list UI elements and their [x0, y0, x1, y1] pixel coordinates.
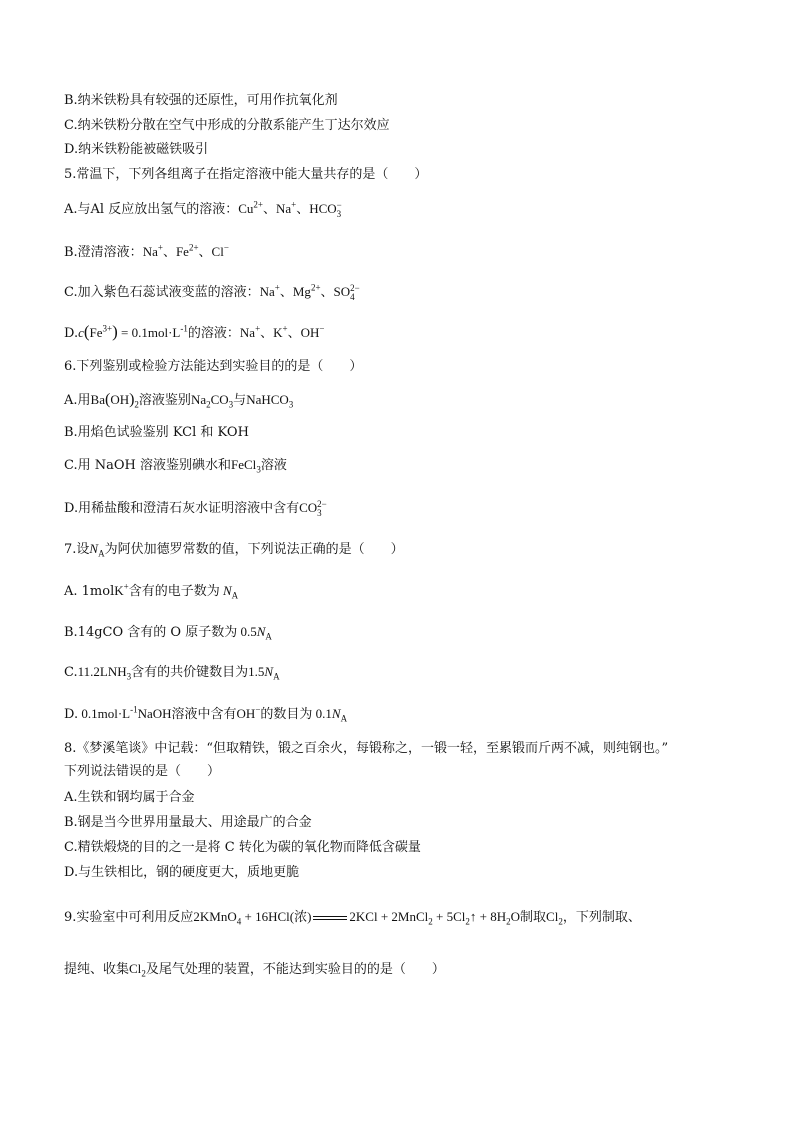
q6-option-d: D.用稀盐酸和澄清石灰水证明溶液中含有CO 2− 3 [64, 499, 327, 519]
q5-option-c: C.加入紫色石蕊试液变蓝的溶液：Na+、$Mg^{2+}$、SO 2− 4 [64, 282, 360, 303]
text-line: C.纳米铁粉分散在空气中形成的分散系能产生丁达尔效应 [64, 118, 390, 133]
q6-option-c: C.用 NaOH 溶液鉴别碘水和FeCl$_3$溶液 [64, 457, 287, 475]
question-9-stem-cont: 提纯、收集$Cl_2$及尾气处理的装置，不能达到实验目的的是（ ） [64, 961, 445, 979]
q8-option-d: D.与生铁相比，钢的硬度更大，质地更脆 [64, 865, 300, 880]
text-line: D.纳米铁粉能被磁铁吸引 [64, 142, 209, 157]
question-5-stem: 5.常温下，下列各组离子在指定溶液中能大量共存的是（ ） [64, 167, 428, 182]
q6-option-b: B.用焰色试验鉴别 KCl 和 KOH [64, 425, 249, 440]
q8-option-c: C.精铁煅烧的目的之一是将 C 转化为碳的氧化物而降低含碳量 [64, 840, 421, 855]
q8-option-a: A.生铁和钢均属于合金 [64, 790, 195, 805]
question-8-stem-cont: 下列说法错误的是（ ） [64, 764, 221, 779]
q6-option-a: A.用$Ba(OH)_2$溶液鉴别$Na_2CO_3$与NaHCO$_3$ [64, 391, 294, 410]
q7-option-a: A. 1molK+含有的电子数为 $N_A$ [64, 581, 239, 601]
question-6-stem: 6.下列鉴别或检验方法能达到实验目的的是（ ） [64, 359, 363, 374]
text-line: B.纳米铁粉具有较强的还原性，可用作抗氧化剂 [64, 93, 338, 108]
q8-option-b: B.钢是当今世界用量最大、用途最广的合金 [64, 815, 312, 830]
q7-option-d: D. $0.1mol\cdot L^{-1}NaOH$溶液中含有OH−的数目为 $0.1N_A$ [64, 704, 348, 724]
q5-option-a: A.与Al 反应放出氢气的溶液：$Cu^{2+}$、Na+、HCO − 3 [64, 199, 342, 220]
q5-option-b: B.澄清溶液：Na+、$Fe^{2+}$、Cl− [64, 242, 229, 260]
q7-option-c: $C.11.2LNH_3$含有的共价键数目为$1.5N_A$ [64, 664, 280, 682]
q5-option-d: $D.c(Fe^{3+}) = 0.1mol\cdot L^{-1}$的溶液：Na+、K+、OH− [64, 322, 325, 341]
q7-option-b: B.14gCO 含有的 O 原子数为 $0.5N_A$ [64, 624, 272, 642]
question-9-stem: 9.实验室中可利用反应2KMnO$_4$ + 16HCl(浓) 2KCl + 2MnCl$_2$ + $5Cl_2↑ + 8H_2O$制取$Cl_2$，下列制取、 [64, 909, 641, 927]
question-7-stem: 7.设$N_A$为阿伏加德罗常数的值，下列说法正确的是（ ） [64, 541, 404, 559]
question-8-stem: 8.《梦溪笔谈》中记载：“但取精铁，锻之百余火，每锻称之，一锻一轻，至累锻而斤两不减，则纯钢也。” [64, 741, 669, 756]
